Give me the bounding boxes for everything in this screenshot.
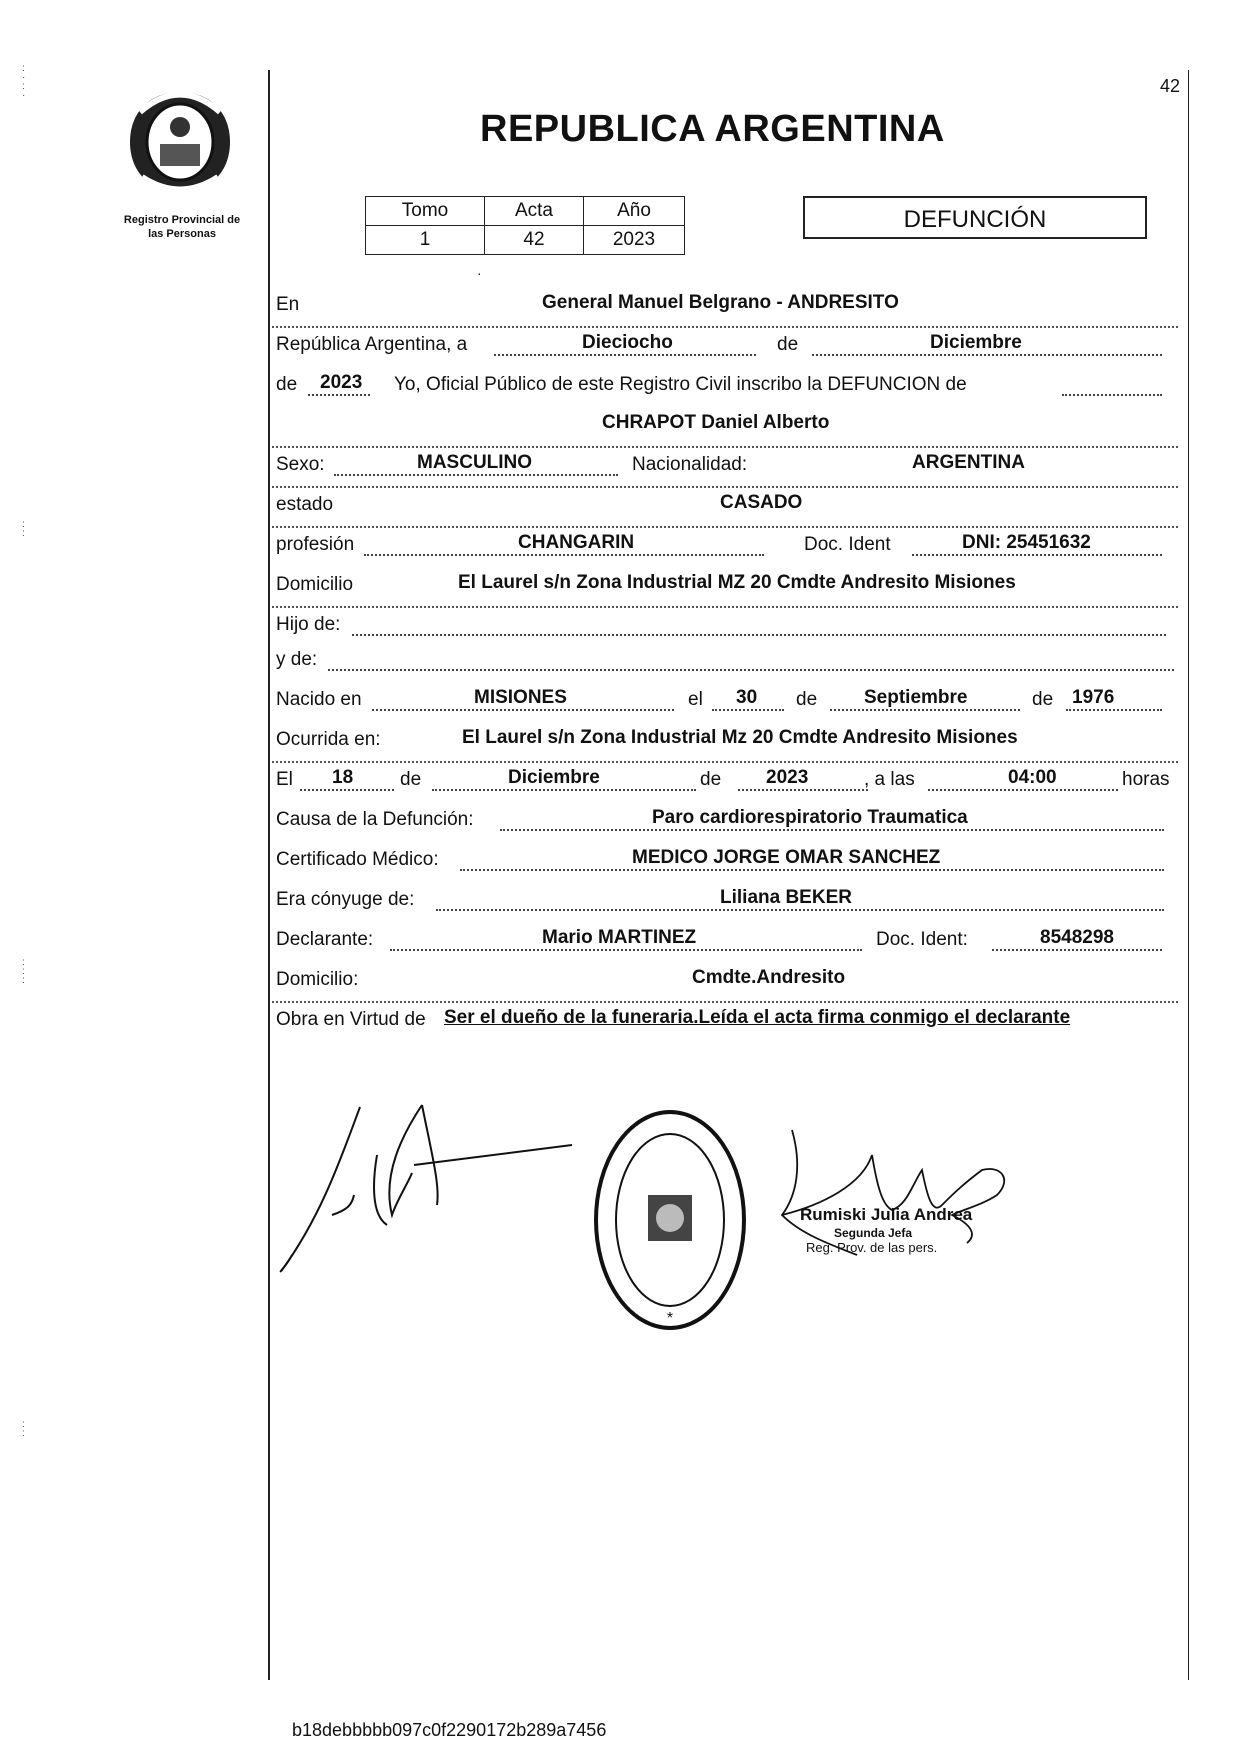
svg-text:*: * <box>666 1310 674 1327</box>
row-ocurrida <box>272 723 1178 763</box>
anio-value: 2023 <box>584 226 685 255</box>
republica-label: República Argentina, a <box>276 334 468 355</box>
signature-area <box>272 1095 1178 1345</box>
nacionalidad-value: ARGENTINA <box>912 452 1025 473</box>
doc-label: Doc. Ident <box>804 534 891 555</box>
margin-mark: : : : <box>22 957 27 986</box>
anio-texto-value: 2023 <box>320 372 363 393</box>
row-declarante <box>272 923 1178 961</box>
dotted-fill <box>1062 394 1162 396</box>
oficial-text: Yo, Oficial Público de este Registro Civil inscribo la DEFUNCION de <box>394 374 967 395</box>
dotted-fill <box>364 554 764 556</box>
dotted-fill <box>390 949 862 951</box>
hora-value: 04:00 <box>1008 767 1057 788</box>
doc-value: DNI: 25451632 <box>962 532 1091 553</box>
right-border-line <box>1188 70 1189 1680</box>
dia-texto-value: Dieciocho <box>582 332 673 353</box>
nombre-value: CHRAPOT Daniel Alberto <box>602 412 830 433</box>
sexo-value: MASCULINO <box>417 452 533 473</box>
row-conyuge <box>272 883 1178 921</box>
page-number: 42 <box>1160 76 1181 96</box>
row-domicilio <box>272 568 1178 608</box>
dotted-fill <box>712 709 784 711</box>
dotted-fill <box>460 869 1164 871</box>
sexo-label: Sexo: <box>276 454 325 475</box>
row-causa <box>272 803 1178 841</box>
dotted-fill <box>500 829 1164 831</box>
conyuge-value: Liliana BEKER <box>720 887 852 908</box>
nacido-label: Nacido en <box>276 689 362 710</box>
row-estado <box>272 488 1178 528</box>
stray-dot: · <box>477 265 482 281</box>
de-label: de <box>777 334 799 355</box>
nac-dia-value: 30 <box>736 687 758 708</box>
lugar-value: General Manuel Belgrano - ANDRESITO <box>542 292 899 313</box>
declarante-label: Declarante: <box>276 929 374 950</box>
margin-mark: : : <box>22 519 27 539</box>
dotted-fill <box>432 789 696 791</box>
left-border-line <box>268 70 270 1680</box>
def-dia-value: 18 <box>332 767 354 788</box>
doc2-value: 8548298 <box>1040 927 1114 948</box>
dotted-fill <box>738 789 868 791</box>
dotted-fill <box>372 709 674 711</box>
conyuge-label: Era cónyuge de: <box>276 889 415 910</box>
official-role: Segunda Jefa <box>834 1226 913 1240</box>
row-nacido <box>272 683 1178 721</box>
domicilio2-value: Cmdte.Andresito <box>692 967 846 988</box>
dotted-fill <box>352 634 1166 636</box>
el-label: El <box>276 769 293 790</box>
causa-label: Causa de la Defunción: <box>276 809 474 830</box>
anio-header: Año <box>584 197 685 226</box>
nacido-en-value: MISIONES <box>474 687 567 708</box>
acta-reference-table <box>365 196 685 255</box>
nac-anio-value: 1976 <box>1072 687 1115 708</box>
doc2-label: Doc. Ident: <box>876 929 968 950</box>
de-label: de <box>700 769 722 790</box>
dotted-fill <box>992 949 1162 951</box>
domicilio-label: Domicilio <box>276 574 354 595</box>
dotted-fill <box>928 789 1118 791</box>
certificado-label: Certificado Médico: <box>276 849 439 870</box>
de-label: de <box>400 769 422 790</box>
margin-mark: : : <box>22 1419 27 1439</box>
tomo-header: Tomo <box>366 197 485 226</box>
horas-label: horas <box>1122 769 1170 790</box>
registry-label: Registro Provincial de las Personas <box>123 214 241 240</box>
causa-value: Paro cardiorespiratorio Traumatica <box>652 807 968 828</box>
estado-value: CASADO <box>720 492 803 513</box>
row-fecha <box>272 328 1178 366</box>
ocurrida-en-value: El Laurel s/n Zona Industrial Mz 20 Cmdte Andresito Misiones <box>462 727 1018 748</box>
row-certificado <box>272 843 1178 881</box>
page-title: REPUBLICA ARGENTINA <box>480 108 945 150</box>
dotted-fill <box>494 354 756 356</box>
ocurrida-label: Ocurrida en: <box>276 729 381 750</box>
row-profesion <box>272 528 1178 566</box>
certificado-value: MEDICO JORGE OMAR SANCHEZ <box>632 847 941 868</box>
dotted-fill <box>300 789 394 791</box>
record-type-box: DEFUNCIÓN <box>803 196 1147 239</box>
dotted-fill <box>334 474 618 476</box>
dotted-fill <box>830 709 1020 711</box>
row-hijo <box>272 608 1178 646</box>
acta-value: 42 <box>485 226 584 255</box>
dotted-fill <box>328 669 1174 671</box>
acta-header: Acta <box>485 197 584 226</box>
obra-value: Ser el dueño de la funeraria.Leída el acta firma conmigo el declarante <box>444 1007 1071 1028</box>
dotted-fill <box>912 554 1162 556</box>
row-domicilio2 <box>272 963 1178 1003</box>
el-label: el <box>688 689 703 710</box>
de-label: de <box>796 689 818 710</box>
row-fecha-defuncion <box>272 763 1178 801</box>
nacionalidad-label: Nacionalidad: <box>632 454 748 475</box>
estado-label: estado <box>276 494 334 515</box>
dotted-fill <box>1066 709 1162 711</box>
margin-mark: : · : · <box>22 63 28 101</box>
de-label: de <box>276 374 298 395</box>
def-anio-value: 2023 <box>766 767 809 788</box>
official-name: Rumiski Julia Andrea <box>800 1205 973 1224</box>
alas-label: , a las <box>864 769 915 790</box>
profesion-label: profesión <box>276 534 355 555</box>
provincial-seal-icon <box>120 82 240 202</box>
dotted-fill <box>436 909 1164 911</box>
row-oficial <box>272 368 1178 406</box>
profesion-value: CHANGARIN <box>518 532 635 553</box>
dotted-fill <box>308 394 370 396</box>
row-yde <box>272 643 1178 681</box>
domicilio2-label: Domicilio: <box>276 969 359 990</box>
dotted-fill <box>812 354 1162 356</box>
mes-texto-value: Diciembre <box>930 332 1022 353</box>
de-label: de <box>1032 689 1054 710</box>
row-obra <box>272 1003 1178 1041</box>
def-mes-value: Diciembre <box>508 767 600 788</box>
row-nombre <box>272 408 1178 448</box>
en-label: En <box>276 294 300 315</box>
document-hash: b18debbbbb097c0f2290172b289a7456 <box>292 1720 607 1740</box>
row-sexo <box>272 448 1178 488</box>
domicilio-value: El Laurel s/n Zona Industrial MZ 20 Cmdte Andresito Misiones <box>458 572 1016 593</box>
yde-label: y de: <box>276 649 318 670</box>
registry-stamp-icon <box>590 1105 750 1335</box>
hijo-label: Hijo de: <box>276 614 341 635</box>
official-office: Reg. Prov. de las pers. <box>806 1240 938 1255</box>
nac-mes-value: Septiembre <box>864 687 968 708</box>
obra-label: Obra en Virtud de <box>276 1009 426 1030</box>
declarante-value: Mario MARTINEZ <box>542 927 697 948</box>
tomo-value: 1 <box>366 226 485 255</box>
row-lugar <box>272 288 1178 328</box>
